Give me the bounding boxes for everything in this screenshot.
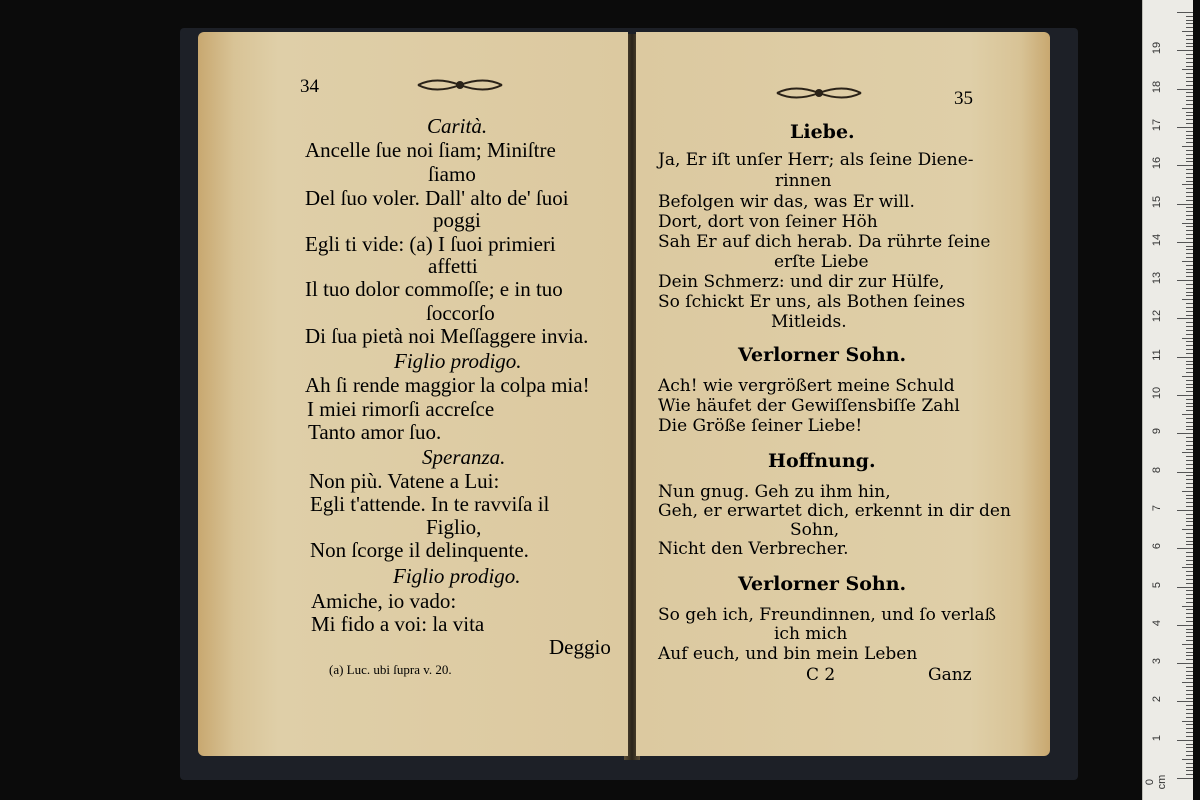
ruler-number: 1 bbox=[1151, 734, 1163, 741]
ruler-tick bbox=[1182, 376, 1193, 377]
ruler-tick bbox=[1186, 483, 1193, 484]
ruler-tick bbox=[1182, 682, 1193, 683]
verse-line: Nun gnug. Geh zu ihm hin, bbox=[658, 482, 891, 502]
ruler-tick bbox=[1186, 755, 1193, 756]
ruler-tick bbox=[1186, 46, 1193, 47]
ruler-number: 17 bbox=[1151, 118, 1163, 132]
ruler-tick bbox=[1186, 43, 1193, 44]
ruler-tick bbox=[1186, 215, 1193, 216]
ruler-tick bbox=[1177, 510, 1193, 511]
ruler-tick bbox=[1186, 763, 1193, 764]
ruler-tick bbox=[1182, 223, 1193, 224]
catchword: Deggio bbox=[549, 635, 611, 659]
ruler-tick bbox=[1186, 403, 1193, 404]
ruler-tick bbox=[1182, 567, 1193, 568]
ruler-tick bbox=[1186, 62, 1193, 63]
ruler-tick bbox=[1182, 184, 1193, 185]
ruler-tick bbox=[1186, 406, 1193, 407]
ruler-tick bbox=[1186, 246, 1193, 247]
ruler-tick bbox=[1177, 433, 1193, 434]
verse-line: Dort, dort von ſeiner Höh bbox=[658, 212, 878, 232]
ruler-tick bbox=[1186, 230, 1193, 231]
ruler-tick bbox=[1177, 663, 1193, 664]
verse-line: I miei rimorſi accreſce bbox=[307, 397, 495, 421]
ruler-tick bbox=[1186, 322, 1193, 323]
ruler-tick bbox=[1186, 188, 1193, 189]
ruler-tick bbox=[1186, 464, 1193, 465]
ruler-tick bbox=[1186, 20, 1193, 21]
ruler-tick bbox=[1177, 204, 1193, 205]
verse-line: Ancelle ſue noi ſiam; Miniſtre bbox=[305, 138, 556, 162]
ruler-tick bbox=[1186, 495, 1193, 496]
ruler-tick bbox=[1186, 295, 1193, 296]
verse-line: Ja, Er iſt unſer Herr; als ſeine Diene- bbox=[658, 150, 974, 170]
ruler-tick bbox=[1186, 422, 1193, 423]
verse-line: ich mich bbox=[774, 624, 848, 644]
ruler-tick bbox=[1186, 579, 1193, 580]
ruler-number: 4 bbox=[1151, 619, 1163, 626]
ruler-tick bbox=[1186, 678, 1193, 679]
ruler-tick bbox=[1186, 177, 1193, 178]
signature-mark: C 2 bbox=[806, 665, 836, 685]
ruler-tick bbox=[1177, 165, 1193, 166]
ruler-tick bbox=[1186, 648, 1193, 649]
ruler-tick bbox=[1186, 387, 1193, 388]
ruler-tick bbox=[1177, 50, 1193, 51]
ruler-tick bbox=[1186, 272, 1193, 273]
ruler-tick bbox=[1186, 92, 1193, 93]
right-page-number: 35 bbox=[954, 88, 973, 109]
ruler-number: 10 bbox=[1151, 386, 1163, 400]
ruler-tick bbox=[1186, 410, 1193, 411]
ruler-tick bbox=[1186, 445, 1193, 446]
ruler-tick bbox=[1182, 31, 1193, 32]
verse-line: Geh, er erwartet dich, erkennt in dir den bbox=[658, 501, 1011, 521]
ruler-tick bbox=[1186, 150, 1193, 151]
ruler-number: 5 bbox=[1151, 581, 1163, 588]
verse-line: Non più. Vatene a Lui: bbox=[309, 469, 500, 493]
verse-line: Non ſcorge il delinquente. bbox=[310, 538, 529, 562]
speaker-figlio-prodigo: Figlio prodigo. bbox=[394, 349, 522, 373]
ruler-tick bbox=[1186, 391, 1193, 392]
ruler-tick bbox=[1182, 644, 1193, 645]
ruler-tick bbox=[1182, 69, 1193, 70]
ruler-tick bbox=[1186, 161, 1193, 162]
ruler-tick bbox=[1186, 621, 1193, 622]
ruler-tick bbox=[1186, 66, 1193, 67]
ruler-tick bbox=[1186, 226, 1193, 227]
ruler-tick bbox=[1186, 770, 1193, 771]
ruler-tick bbox=[1186, 112, 1193, 113]
ruler-unit-label: 0 cm bbox=[1144, 774, 1168, 790]
ruler-tick bbox=[1177, 318, 1193, 319]
ruler-number: 6 bbox=[1151, 543, 1163, 550]
ruler-tick bbox=[1186, 303, 1193, 304]
ruler-tick bbox=[1182, 338, 1193, 339]
ruler-tick bbox=[1177, 625, 1193, 626]
verse-line: So geh ich, Freundinnen, und ſo verlaß bbox=[658, 605, 997, 625]
ruler-tick bbox=[1186, 541, 1193, 542]
ruler-tick bbox=[1186, 774, 1193, 775]
footnote: (a) Luc. ubi ſupra v. 20. bbox=[329, 662, 452, 677]
catchword: Ganz bbox=[928, 665, 972, 685]
ruler-tick bbox=[1186, 353, 1193, 354]
ruler-tick bbox=[1186, 751, 1193, 752]
ruler-tick bbox=[1186, 292, 1193, 293]
ruler-tick bbox=[1186, 234, 1193, 235]
ruler-tick bbox=[1186, 73, 1193, 74]
ruler-tick bbox=[1186, 525, 1193, 526]
verse-line: Tanto amor ſuo. bbox=[308, 420, 442, 444]
ruler-tick bbox=[1186, 636, 1193, 637]
ruler-tick bbox=[1186, 311, 1193, 312]
ruler-number: 9 bbox=[1151, 428, 1163, 435]
ruler-tick bbox=[1186, 694, 1193, 695]
ruler-tick bbox=[1186, 100, 1193, 101]
ruler-tick bbox=[1186, 487, 1193, 488]
ruler-tick bbox=[1186, 380, 1193, 381]
ruler-tick bbox=[1186, 200, 1193, 201]
ruler-tick bbox=[1186, 315, 1193, 316]
ruler-tick bbox=[1186, 384, 1193, 385]
verse-line: Il tuo dolor commoſſe; e in tuo bbox=[305, 277, 563, 301]
ruler-tick bbox=[1186, 479, 1193, 480]
ruler-tick bbox=[1186, 249, 1193, 250]
ruler-tick bbox=[1186, 560, 1193, 561]
ruler-tick bbox=[1186, 552, 1193, 553]
ruler-tick bbox=[1177, 587, 1193, 588]
ruler-tick bbox=[1186, 575, 1193, 576]
ruler-tick bbox=[1186, 257, 1193, 258]
ruler-tick bbox=[1186, 181, 1193, 182]
ruler-tick bbox=[1186, 135, 1193, 136]
ruler-number: 3 bbox=[1151, 658, 1163, 665]
ruler-tick bbox=[1186, 698, 1193, 699]
ruler-number: 12 bbox=[1151, 310, 1163, 323]
verse-line: Ah ſi rende maggior la colpa mia! bbox=[305, 373, 590, 397]
ruler-tick bbox=[1186, 54, 1193, 55]
verse-line: Dein Schmerz: und dir zur Hülfe, bbox=[658, 272, 945, 292]
ruler-tick bbox=[1186, 96, 1193, 97]
ruler-tick bbox=[1186, 671, 1193, 672]
verse-line: Nicht den Verbrecher. bbox=[658, 539, 849, 559]
verse-line: poggi bbox=[433, 208, 481, 232]
ruler-tick bbox=[1186, 537, 1193, 538]
verse-line: Mitleids. bbox=[771, 312, 847, 332]
ruler-tick bbox=[1186, 744, 1193, 745]
ruler-number: 18 bbox=[1151, 80, 1163, 93]
ruler-tick bbox=[1186, 571, 1193, 572]
speaker-speranza: Speranza. bbox=[422, 445, 506, 469]
ruler-tick bbox=[1186, 632, 1193, 633]
ornament-icon bbox=[416, 76, 504, 94]
ruler-tick bbox=[1186, 544, 1193, 545]
ruler-tick bbox=[1186, 460, 1193, 461]
ruler-number: 16 bbox=[1151, 157, 1163, 170]
ruler-number: 14 bbox=[1151, 233, 1163, 246]
ruler-tick bbox=[1186, 269, 1193, 270]
ruler-tick bbox=[1186, 123, 1193, 124]
left-page-number: 34 bbox=[300, 76, 319, 97]
ruler-tick bbox=[1186, 590, 1193, 591]
ruler-tick bbox=[1186, 399, 1193, 400]
ruler-tick bbox=[1186, 736, 1193, 737]
ruler-tick bbox=[1186, 284, 1193, 285]
ruler-tick bbox=[1186, 724, 1193, 725]
ruler-tick bbox=[1186, 265, 1193, 266]
ruler-tick bbox=[1186, 196, 1193, 197]
ruler-tick bbox=[1186, 131, 1193, 132]
ruler-tick bbox=[1186, 77, 1193, 78]
ruler-tick bbox=[1186, 138, 1193, 139]
ruler-tick bbox=[1186, 690, 1193, 691]
verse-line: Amiche, io vado: bbox=[311, 589, 457, 613]
ruler-tick bbox=[1186, 556, 1193, 557]
speaker-figlio-prodigo: Figlio prodigo. bbox=[393, 564, 521, 588]
ruler-tick bbox=[1186, 429, 1193, 430]
ruler-tick bbox=[1186, 506, 1193, 507]
ruler-number: 8 bbox=[1151, 466, 1163, 473]
ruler-tick bbox=[1186, 456, 1193, 457]
ruler-tick bbox=[1186, 361, 1193, 362]
ruler-tick bbox=[1186, 58, 1193, 59]
ruler-tick bbox=[1186, 713, 1193, 714]
verse-line: Befolgen wir das, was Er will. bbox=[658, 192, 915, 212]
ruler-tick bbox=[1186, 115, 1193, 116]
ruler-tick bbox=[1186, 441, 1193, 442]
ruler-tick bbox=[1177, 701, 1193, 702]
verse-line: Figlio, bbox=[426, 515, 482, 539]
ruler-tick bbox=[1182, 108, 1193, 109]
ruler-tick bbox=[1177, 472, 1193, 473]
ruler-tick bbox=[1186, 307, 1193, 308]
ruler-tick bbox=[1186, 81, 1193, 82]
ruler-tick bbox=[1186, 276, 1193, 277]
ruler-tick bbox=[1186, 617, 1193, 618]
ruler-tick bbox=[1186, 85, 1193, 86]
verse-line: Di ſua pietà noi Meſſaggere invia. bbox=[305, 324, 589, 348]
verse-line: Del ſuo voler. Dall' alto de' ſuoi bbox=[305, 186, 569, 210]
ruler-tick bbox=[1186, 675, 1193, 676]
ruler-tick bbox=[1186, 609, 1193, 610]
ruler-tick bbox=[1186, 598, 1193, 599]
ruler-tick bbox=[1186, 613, 1193, 614]
ruler-tick bbox=[1186, 345, 1193, 346]
ruler-tick bbox=[1186, 334, 1193, 335]
verse-line: Mi fido a voi: la vita bbox=[311, 612, 485, 636]
ruler-tick bbox=[1186, 119, 1193, 120]
ruler-tick bbox=[1182, 491, 1193, 492]
ruler-tick bbox=[1177, 242, 1193, 243]
verse-line: Sah Er auf dich herab. Da rührte ſeine bbox=[658, 232, 991, 252]
verse-line: Ach! wie vergrößert meine Schuld bbox=[658, 376, 955, 396]
verse-line: rinnen bbox=[775, 171, 832, 191]
ruler-tick bbox=[1182, 261, 1193, 262]
ruler-number: 19 bbox=[1151, 42, 1163, 55]
ruler-tick bbox=[1186, 732, 1193, 733]
ruler-tick bbox=[1177, 89, 1193, 90]
ruler-tick bbox=[1177, 395, 1193, 396]
ruler-tick bbox=[1186, 238, 1193, 239]
ruler-tick bbox=[1186, 533, 1193, 534]
ruler-tick bbox=[1186, 640, 1193, 641]
ruler-tick bbox=[1186, 142, 1193, 143]
verse-line: Auf euch, und bin mein Leben bbox=[658, 644, 918, 664]
ruler-tick bbox=[1186, 655, 1193, 656]
ruler-tick bbox=[1182, 146, 1193, 147]
ruler-tick bbox=[1186, 104, 1193, 105]
verse-line: Sohn, bbox=[790, 520, 840, 540]
ruler-tick bbox=[1186, 728, 1193, 729]
ruler-number: 13 bbox=[1151, 271, 1163, 285]
ruler-tick bbox=[1182, 299, 1193, 300]
verse-line: ſiamo bbox=[428, 162, 476, 186]
ruler-tick bbox=[1186, 659, 1193, 660]
ruler-tick bbox=[1182, 414, 1193, 415]
ruler-number: 2 bbox=[1151, 696, 1163, 703]
ruler-tick bbox=[1186, 468, 1193, 469]
ruler-tick bbox=[1186, 514, 1193, 515]
ruler-tick bbox=[1186, 498, 1193, 499]
verse-line: erſte Liebe bbox=[774, 252, 869, 272]
ruler-tick bbox=[1177, 357, 1193, 358]
verse-line: Die Größe ſeiner Liebe! bbox=[658, 416, 863, 436]
speaker-liebe: Liebe. bbox=[790, 121, 855, 143]
ruler-tick bbox=[1182, 529, 1193, 530]
ruler-tick bbox=[1186, 330, 1193, 331]
ruler-tick bbox=[1186, 686, 1193, 687]
ruler-tick bbox=[1186, 521, 1193, 522]
ruler-tick bbox=[1186, 211, 1193, 212]
ruler-tick bbox=[1186, 169, 1193, 170]
ruler-tick bbox=[1186, 437, 1193, 438]
ruler-tick bbox=[1186, 27, 1193, 28]
ruler-tick bbox=[1186, 372, 1193, 373]
ruler-tick bbox=[1186, 518, 1193, 519]
ruler-tick bbox=[1186, 341, 1193, 342]
ruler-tick bbox=[1182, 721, 1193, 722]
ruler-tick bbox=[1186, 629, 1193, 630]
speaker-verlorner-sohn: Verlorner Sohn. bbox=[738, 344, 907, 366]
ruler-tick bbox=[1186, 288, 1193, 289]
ruler-tick bbox=[1186, 747, 1193, 748]
ruler-tick bbox=[1177, 280, 1193, 281]
ruler-tick bbox=[1186, 23, 1193, 24]
ruler-tick bbox=[1186, 767, 1193, 768]
ruler-tick bbox=[1186, 705, 1193, 706]
speaker-carita: Carità. bbox=[427, 114, 488, 138]
ruler-tick bbox=[1177, 12, 1193, 13]
ruler-tick bbox=[1177, 127, 1193, 128]
ruler-tick bbox=[1186, 35, 1193, 36]
verse-line: affetti bbox=[428, 254, 478, 278]
ruler-tick bbox=[1186, 154, 1193, 155]
ruler-tick bbox=[1182, 452, 1193, 453]
verse-line: Egli ti vide: (a) I ſuoi primieri bbox=[305, 232, 556, 256]
ruler-tick bbox=[1186, 364, 1193, 365]
ruler-tick bbox=[1186, 16, 1193, 17]
verse-line: Egli t'attende. In te ravviſa il bbox=[310, 492, 550, 516]
ruler-tick bbox=[1186, 192, 1193, 193]
ruler-tick bbox=[1186, 583, 1193, 584]
ruler-tick bbox=[1186, 207, 1193, 208]
ruler-tick bbox=[1186, 219, 1193, 220]
ruler-tick bbox=[1186, 426, 1193, 427]
verse-line: So ſchickt Er uns, als Bothen ſeines bbox=[658, 292, 966, 312]
speaker-verlorner-sohn: Verlorner Sohn. bbox=[738, 573, 907, 595]
ruler-tick bbox=[1186, 502, 1193, 503]
ruler-tick bbox=[1186, 602, 1193, 603]
ruler-tick bbox=[1177, 778, 1193, 779]
speaker-hoffnung: Hoffnung. bbox=[768, 450, 876, 472]
verse-line: Wie häufet der Gewiſſensbiſſe Zahl bbox=[658, 396, 960, 416]
ruler-tick bbox=[1186, 368, 1193, 369]
ruler-tick bbox=[1186, 717, 1193, 718]
measuring-ruler bbox=[1142, 0, 1193, 800]
ruler-tick bbox=[1186, 564, 1193, 565]
ruler-tick bbox=[1182, 759, 1193, 760]
verse-line: ſoccorſo bbox=[426, 301, 495, 325]
ruler-tick bbox=[1186, 173, 1193, 174]
ruler-number: 15 bbox=[1151, 195, 1163, 208]
ruler-tick bbox=[1182, 606, 1193, 607]
ruler-tick bbox=[1186, 418, 1193, 419]
ruler-tick bbox=[1186, 39, 1193, 40]
ruler-tick bbox=[1186, 475, 1193, 476]
ruler-tick bbox=[1186, 253, 1193, 254]
ruler-tick bbox=[1177, 548, 1193, 549]
ruler-tick bbox=[1186, 349, 1193, 350]
ruler-tick bbox=[1186, 326, 1193, 327]
ruler-tick bbox=[1186, 652, 1193, 653]
ruler-tick bbox=[1186, 667, 1193, 668]
ornament-icon bbox=[775, 84, 863, 102]
ruler-tick bbox=[1186, 594, 1193, 595]
ruler-tick bbox=[1186, 449, 1193, 450]
ruler-tick bbox=[1177, 740, 1193, 741]
ruler-number: 7 bbox=[1151, 504, 1163, 511]
ruler-tick bbox=[1186, 709, 1193, 710]
ruler-number: 11 bbox=[1151, 348, 1163, 361]
ruler-tick bbox=[1186, 158, 1193, 159]
